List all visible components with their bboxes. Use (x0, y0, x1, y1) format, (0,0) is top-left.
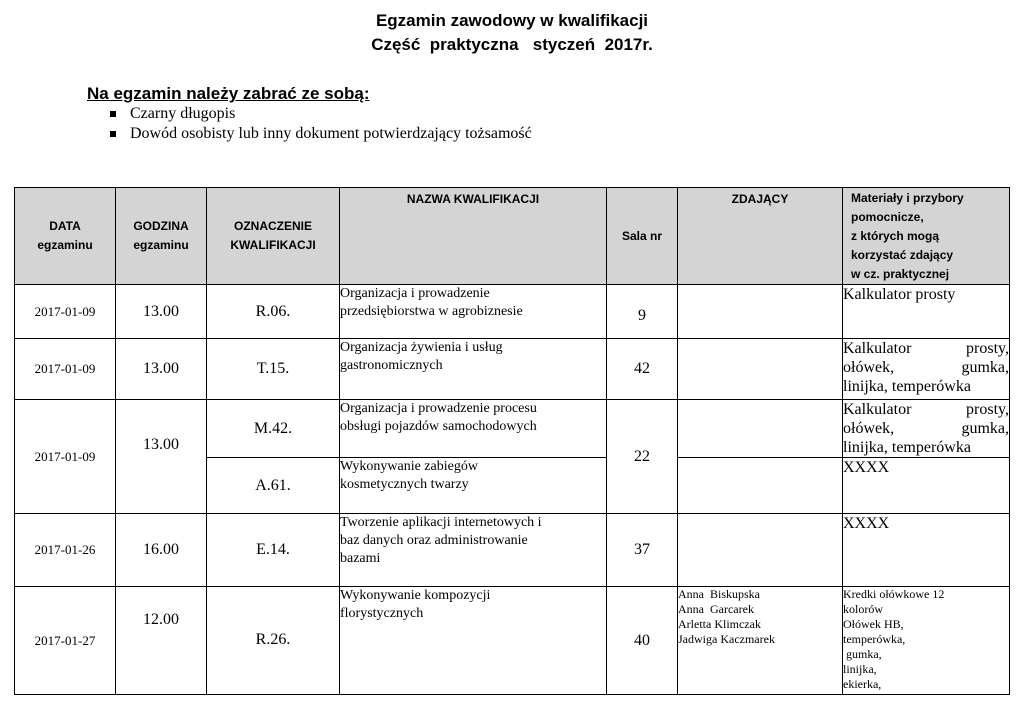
bring-item: Dowód osobisty lub inny dokument potwierdzający tożsamość (108, 124, 532, 144)
exam-time: 13.00 (116, 285, 207, 339)
header-room: Sala nr (607, 188, 678, 285)
qualification-name: Organizacja żywienia i usług gastronomicznych (340, 339, 607, 400)
materials: XXXX (843, 458, 1010, 514)
materials: Kredki ołówkowe 12 kolorów Ołówek HB, temperówka, gumka, linijka, ekierka, (843, 587, 1010, 695)
table-row (15, 339, 1010, 400)
exam-date: 2017-01-09 (15, 285, 116, 339)
exam-date: 2017-01-09 (15, 339, 116, 400)
exam-date: 2017-01-26 (15, 514, 116, 587)
qualification-name: Wykonywanie zabiegów kosmetycznych twarzy (340, 458, 607, 514)
materials: Kalkulator prosty (843, 285, 1010, 339)
room-number: 9 (607, 285, 678, 339)
page-subtitle: Część praktyczna styczeń 2017r. (371, 35, 653, 54)
exam-time: 13.00 (116, 339, 207, 400)
qualification-code: R.26. (207, 587, 340, 695)
table-row (15, 285, 1010, 339)
page-title: Egzamin zawodowy w kwalifikacji (375, 11, 649, 30)
header-name: NAZWA KWALIFIKACJI (340, 188, 607, 285)
room-number: 37 (607, 514, 678, 587)
materials: Kalkulator prosty, ołówek, gumka, linijka, temperówka (843, 339, 1010, 400)
table-row (15, 514, 1010, 587)
room-number: 42 (607, 339, 678, 400)
candidates (678, 458, 843, 514)
qualification-code: R.06. (207, 285, 340, 339)
room-number: 22 (607, 400, 678, 514)
candidates (678, 587, 843, 695)
header-code: OZNACZENIE KWALIFIKACJI (207, 188, 340, 285)
qualification-name: Wykonywanie kompozycji florystycznych (340, 587, 607, 695)
square-bullet-icon (110, 131, 116, 137)
room-number: 40 (607, 587, 678, 695)
header-materials: Materiały i przybory pomocnicze, z których mogą korzystać zdający w cz. praktycznej (843, 188, 1010, 285)
header-time: GODZINA egzaminu (116, 188, 207, 285)
square-bullet-icon (110, 111, 116, 117)
candidates (678, 285, 843, 339)
qualification-code: T.15. (207, 339, 340, 400)
qualification-name: Organizacja i prowadzenie przedsiębiorstwa w agrobiznesie (340, 285, 607, 339)
materials: XXXX (843, 514, 1010, 587)
qualification-name: Tworzenie aplikacji internetowych i baz danych oraz administrowanie bazami (340, 514, 607, 587)
candidate-name: Anna Biskupska (678, 587, 760, 601)
candidate-name: Arletta Klimczak (678, 617, 761, 631)
table-row (15, 587, 1010, 695)
candidate-name: Anna Garcarek (678, 602, 754, 616)
qualification-name: Organizacja i prowadzenie procesu obsługi pojazdów samochodowych (340, 400, 607, 458)
candidates (678, 400, 843, 458)
table-row (15, 400, 1010, 458)
bring-list (108, 104, 532, 144)
exam-date: 2017-01-09 (15, 400, 116, 514)
table-header-row (15, 188, 1010, 285)
header-date: DATA egzaminu (15, 188, 116, 285)
candidates (678, 514, 843, 587)
exam-date: 2017-01-27 (15, 587, 116, 695)
candidates (678, 339, 843, 400)
qualification-code: M.42. (207, 400, 340, 458)
header-candidates: ZDAJĄCY (678, 188, 843, 285)
exam-time: 12.00 (116, 587, 207, 695)
exam-time: 13.00 (116, 400, 207, 514)
materials: Kalkulator prosty, ołówek, gumka, linijka, temperówka (843, 401, 1009, 456)
exam-time: 16.00 (116, 514, 207, 587)
qualification-code: E.14. (207, 514, 340, 587)
bring-item: Czarny długopis (108, 104, 532, 124)
candidate-name: Jadwiga Kaczmarek (678, 632, 775, 646)
exam-schedule-table (14, 187, 1010, 695)
bring-heading: Na egzamin należy zabrać ze sobą: (87, 84, 370, 103)
qualification-code: A.61. (207, 458, 340, 514)
